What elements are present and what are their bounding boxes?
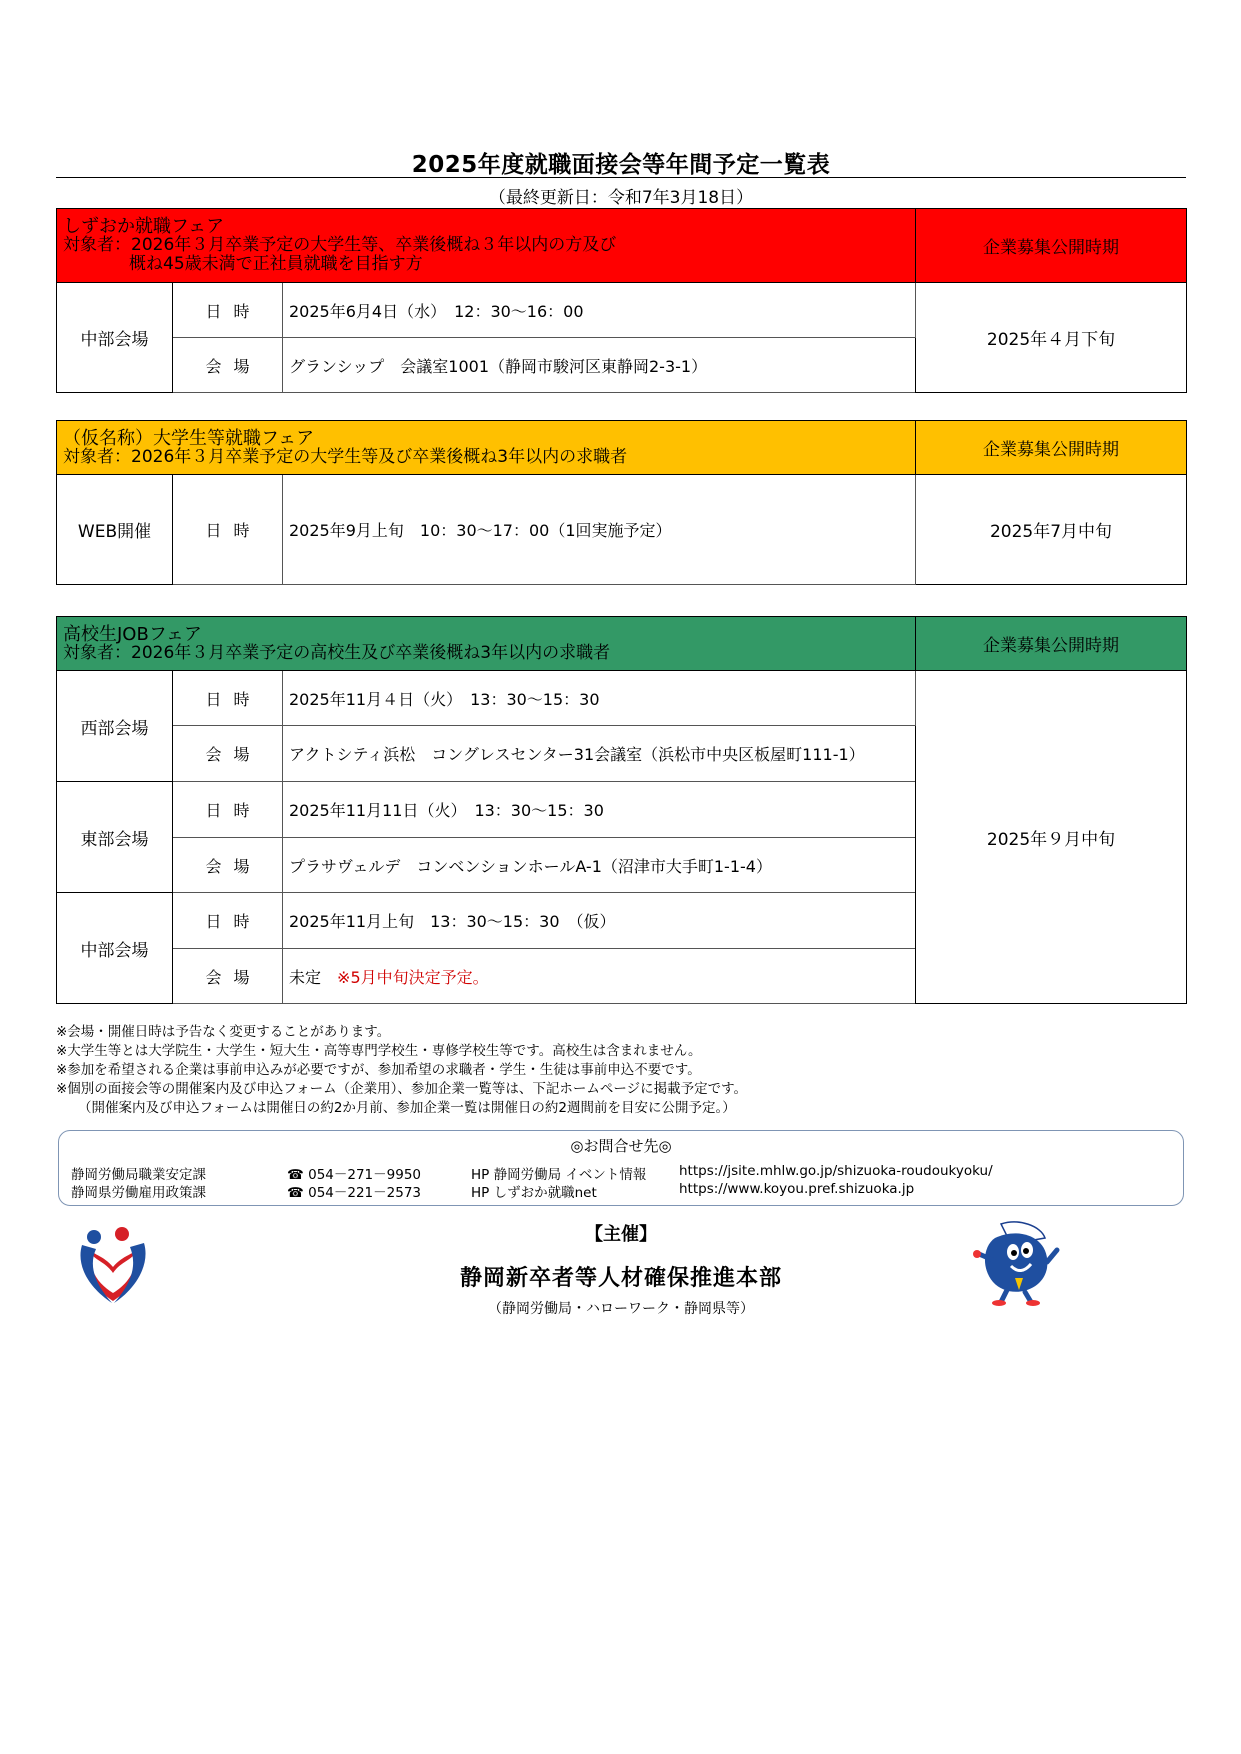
contact-box [58, 1130, 1184, 1206]
fair2-header-row [57, 421, 1187, 475]
fair3-target: 対象者：2026年３月卒業予定の高校生及び卒業後概ね3年以内の求職者 [63, 642, 611, 663]
fair2-table [56, 420, 1187, 585]
fair2-date: 2025年9月上旬 10：30～17：00（1回実施予定） [283, 475, 916, 585]
fair3-central-place: 未定 [289, 967, 322, 987]
fair1-venue: 中部会場 [57, 283, 173, 393]
contact-url-1[interactable]: https://jsite.mhlw.go.jp/shizuoka-roudoukyoku/ [679, 1163, 993, 1179]
host-sub: （静岡労働局・ハローワーク・静岡県等） [488, 1301, 754, 1317]
fair3-east-date: 2025年11月11日（火） 13：30～15：30 [283, 782, 916, 838]
contact-hp-2: HP しずおか就職net [471, 1185, 597, 1201]
date-label: 日時 [173, 893, 283, 949]
note-item: ※大学生等とは大学院生・大学生・短大生・高等専門学校生・専修学校生等です。高校生は含まれません。 [56, 1043, 702, 1059]
fair1-header [57, 209, 916, 283]
page-title: 2025年度就職面接会等年間予定一覧表 [411, 152, 831, 178]
host-label: 【主催】 [585, 1224, 657, 1245]
fair3-central-date: 2025年11月上旬 13：30～15：30 （仮） [283, 893, 916, 949]
date-label: 日時 [173, 475, 283, 585]
fair3-header [57, 617, 916, 671]
fair2-publish-header: 企業募集公開時期 [916, 421, 1187, 475]
mhlw-logo-icon [78, 1225, 148, 1305]
fair3-west-date: 2025年11月４日（火） 13：30～15：30 [283, 671, 916, 726]
host-name: 静岡新卒者等人材確保推進本部 [459, 1266, 782, 1291]
contact-url-2[interactable]: https://www.koyou.pref.shizuoka.jp [679, 1181, 915, 1197]
fair1-target-line1: 対象者：2026年３月卒業予定の大学生等、卒業後概ね３年以内の方及び [63, 235, 617, 255]
note-item: ※参加を希望される企業は事前申込みが必要ですが、参加希望の求職者・学生・生徒は事前申込不要です。 [56, 1062, 701, 1078]
fair1-date-row [57, 283, 1187, 338]
fair3-west-date-row [57, 671, 1187, 726]
place-label: 会場 [173, 838, 283, 893]
fair3-west-venue: 西部会場 [57, 671, 173, 782]
fair3-west-place: アクトシティ浜松 コングレスセンター31会議室（浜松市中央区板屋町111-1） [283, 726, 916, 782]
fair1-publish: 2025年４月下旬 [916, 283, 1187, 393]
fair1-place: グランシップ 会議室1001（静岡市駿河区東静岡2-3-1） [283, 338, 916, 393]
fair3-name: 高校生JOBフェア [63, 623, 202, 645]
fair3-east-place: プラサヴェルデ コンベンションホールA-1（沼津市大手町1-1-4） [283, 838, 916, 893]
fair1-name: しずおか就職フェア [63, 216, 225, 237]
fair3-central-place-cell [283, 949, 916, 1004]
note-item: ※個別の面接会等の開催案内及び申込フォーム（企業用）、参加企業一覧等は、下記ホームページに掲載予定です。 [56, 1081, 748, 1097]
mascot-character-icon [971, 1220, 1061, 1306]
place-label: 会場 [173, 949, 283, 1004]
contact-org-1: 静岡労働局職業安定課 [71, 1167, 206, 1183]
date-label: 日時 [173, 782, 283, 838]
note-item: （開催案内及び申込フォームは開催日の約2か月前、参加企業一覧は開催日の約2週間前を目安に公開予定。） [78, 1100, 736, 1116]
place-label: 会場 [173, 338, 283, 393]
contact-hp-1: HP 静岡労働局 イベント情報 [471, 1167, 647, 1183]
contact-org-2: 静岡県労働雇用政策課 [71, 1185, 206, 1201]
fair1-target-line2: 概ね45歳未満で正社員就職を目指す方 [129, 254, 423, 274]
fair1-header-row [57, 209, 1187, 283]
contact-tel-1: ☎ 054－271－9950 [287, 1167, 421, 1183]
fair3-east-venue: 東部会場 [57, 782, 173, 893]
notes [56, 1023, 1186, 1118]
fair1-publish-header: 企業募集公開時期 [916, 209, 1187, 283]
contact-tel-2: ☎ 054－221－2573 [287, 1185, 421, 1201]
title-rule [56, 177, 1186, 178]
fair3-table [56, 616, 1187, 1004]
fair3-header-row [57, 617, 1187, 671]
fair1-table [56, 208, 1187, 393]
fair3-central-venue: 中部会場 [57, 893, 173, 1004]
fair3-publish-header: 企業募集公開時期 [916, 617, 1187, 671]
date-label: 日時 [173, 283, 283, 338]
fair2-name: （仮名称）大学生等就職フェア [63, 427, 315, 449]
last-updated: （最終更新日：令和7年3月18日） [488, 188, 754, 208]
date-label: 日時 [173, 671, 283, 726]
fair3-publish: 2025年９月中旬 [916, 671, 1187, 1004]
contact-title: ◎お問合せ先◎ [570, 1137, 672, 1155]
fair2-venue: WEB開催 [57, 475, 173, 585]
note-item: ※会場・開催日時は予告なく変更することがあります。 [56, 1024, 391, 1040]
fair2-date-row [57, 475, 1187, 585]
fair2-header [57, 421, 916, 475]
fair1-date: 2025年6月4日（水） 12：30～16：00 [283, 283, 916, 338]
place-label: 会場 [173, 726, 283, 782]
fair3-central-place-note: ※5月中旬決定予定。 [337, 967, 489, 987]
fair2-publish: 2025年7月中旬 [916, 475, 1187, 585]
fair2-target: 対象者：2026年３月卒業予定の大学生等及び卒業後概ね3年以内の求職者 [63, 446, 628, 467]
